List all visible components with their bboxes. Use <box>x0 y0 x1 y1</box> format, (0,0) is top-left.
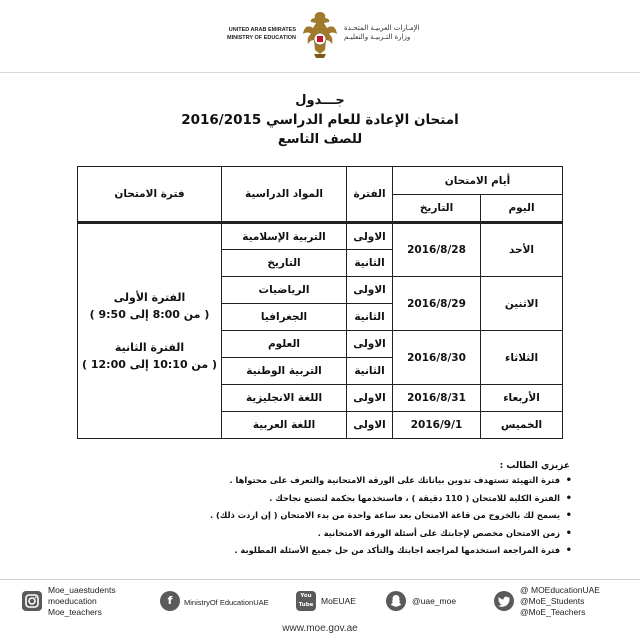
snapchat-icon[interactable] <box>386 591 406 611</box>
org-ar-line2: وزارة التـربيـة والتعليـم <box>344 33 411 41</box>
facebook-icon[interactable]: f <box>160 591 180 611</box>
footer-divider <box>0 579 640 580</box>
cell-date: 2016/8/31 <box>393 385 481 412</box>
student-notes <box>70 461 570 563</box>
cell-date: 2016/8/29 <box>393 277 481 331</box>
cell-exam-period <box>78 223 222 439</box>
snapchat-account[interactable]: @uae_moe <box>412 596 457 606</box>
header-subjects: المواد الدراسية <box>222 167 347 223</box>
title-exam: امتحان الإعادة للعام الدراسي 2016/2015 <box>181 112 459 128</box>
header-exam-days: أيام الامتحان <box>393 167 563 195</box>
org-en-line2: MINISTRY OF EDUCATION <box>227 35 296 41</box>
title-grade: للصف التاسع <box>277 132 363 147</box>
twitter-icon[interactable] <box>494 591 514 611</box>
notes-heading: عزيزي الطالب : <box>499 461 570 471</box>
cell-session: الاولى <box>347 277 393 304</box>
cell-session: الثانية <box>347 250 393 277</box>
twitter-accounts <box>520 585 600 618</box>
cell-subject: اللغة الانجليزية <box>222 385 347 412</box>
cell-subject: العلوم <box>222 331 347 358</box>
page-header <box>0 0 640 72</box>
cell-session: الاولى <box>347 412 393 439</box>
cell-day: الأربعاء <box>481 385 563 412</box>
note-item: • فترة المراجعة استخدمها لمراجعة اجابتك والتأكد من حل جميع الأسئلة المطلوبة . <box>70 545 560 556</box>
instagram-accounts <box>48 585 116 618</box>
website-link[interactable]: www.moe.gov.ae <box>282 623 358 634</box>
cell-subject: اللغة العربية <box>222 412 347 439</box>
uae-emblem-icon <box>302 10 338 60</box>
cell-subject: التاريخ <box>222 250 347 277</box>
header-divider <box>0 72 640 73</box>
cell-date: 2016/9/1 <box>393 412 481 439</box>
twitter-account[interactable]: @MoE_Teachers <box>520 607 586 617</box>
youtube-icon[interactable] <box>296 591 316 611</box>
instagram-account[interactable]: Moe_teachers <box>48 607 102 617</box>
exam-schedule-table <box>77 166 562 441</box>
first-period-title: الفترة الأولى <box>113 291 186 304</box>
instagram-icon[interactable] <box>22 591 42 611</box>
cell-day: الثلاثاء <box>481 331 563 385</box>
header-session: الفترة <box>347 167 393 223</box>
cell-day: الاثنين <box>481 277 563 331</box>
youtube-icon-label: You Tube <box>298 593 314 608</box>
twitter-account[interactable]: @ MOEducationUAE <box>520 585 600 595</box>
cell-date: 2016/8/28 <box>393 223 481 277</box>
cell-subject: الرياضيات <box>222 277 347 304</box>
note-item: • يسمح لك بالخروج من قاعة الامتحان بعد ساعة واحدة من بدء الامتحان ( إن اردت ذلك) . <box>70 510 560 521</box>
cell-session: الثانية <box>347 304 393 331</box>
cell-subject: التربية الوطنية <box>222 358 347 385</box>
title-block <box>0 92 640 150</box>
org-ar-line1: الإمـارات العربيـة المتحـدة <box>344 24 420 32</box>
instagram-account[interactable]: Moe_uaestudents <box>48 585 116 595</box>
twitter-account[interactable]: @MoE_Students <box>520 596 585 606</box>
cell-day: الخميس <box>481 412 563 439</box>
header-date: التاريخ <box>393 195 481 223</box>
org-en-line1: UNITED ARAB EMIRATES <box>228 27 296 33</box>
note-item: • فترة التهيئة تستهدف تدوين بياناتك على الورقة الامتحانية والتعرف على محتواها . <box>70 475 560 486</box>
cell-session: الاولى <box>347 223 393 250</box>
first-period-time: ( من 8:00 إلى 9:50 ) <box>89 308 210 321</box>
second-period-time: ( من 10:10 إلى 12:00 ) <box>82 358 217 371</box>
second-period-title: الفترة الثانية <box>114 341 185 354</box>
cell-subject: التربية الإسلامية <box>222 223 347 250</box>
cell-session: الاولى <box>347 385 393 412</box>
social-footer <box>0 579 640 640</box>
note-item: • الفترة الكلية للامتحان ( 110 دقيقة ) ، فاستخدمها بحكمة لتصنع نجاحك . <box>70 493 560 504</box>
cell-date: 2016/8/30 <box>393 331 481 385</box>
cell-day: الأحد <box>481 223 563 277</box>
cell-session: الثانية <box>347 358 393 385</box>
youtube-account[interactable]: MoEUAE <box>321 596 356 606</box>
facebook-account[interactable]: MinistryOf EducationUAE <box>184 598 269 607</box>
cell-subject: الجغرافيا <box>222 304 347 331</box>
ministry-name-arabic <box>344 24 444 42</box>
header-exam-period: فترة الامتحان <box>78 167 222 223</box>
instagram-account[interactable]: moeducation <box>48 596 97 606</box>
cell-session: الاولى <box>347 331 393 358</box>
title-schedule: جـــدول <box>295 93 345 108</box>
ministry-name-english <box>200 26 296 42</box>
note-item: • زمن الامتحان مخصص لإجابتك على أسئلة الورقة الامتحانية . <box>70 528 560 539</box>
notes-list <box>70 475 570 556</box>
header-day: اليوم <box>481 195 563 223</box>
